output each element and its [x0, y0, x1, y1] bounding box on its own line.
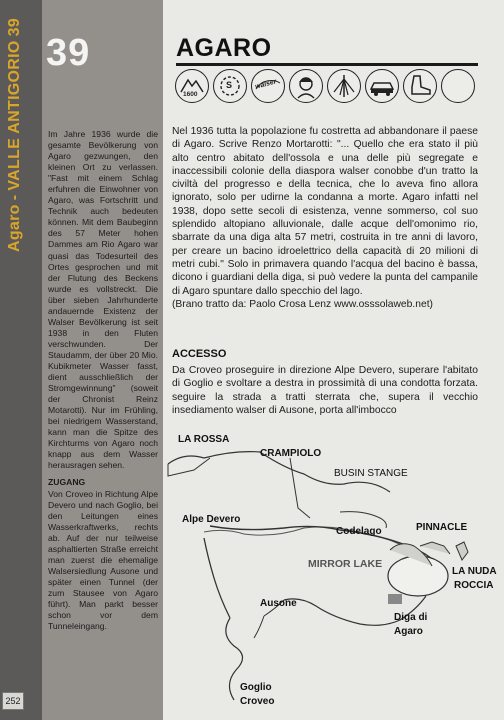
map-label-goglio: Goglio: [240, 682, 272, 693]
source-citation: (Brano tratto da: Paolo Crosa Lenz www.osssolaweb.net): [172, 298, 433, 310]
italian-text: [172, 125, 478, 311]
map-label-codelago: Codelago: [336, 526, 382, 537]
signpost-icon: [327, 69, 361, 103]
map-label-la-rossa: LA ROSSA: [178, 434, 230, 445]
map-label-pinnacle: PINNACLE: [416, 522, 468, 533]
page-title: AGARO: [176, 34, 272, 62]
hiking-boot-icon: [403, 69, 437, 103]
map-label-diga-di: Diga di: [394, 612, 428, 623]
vertical-title: [6, 2, 32, 252]
difficulty-label: S: [226, 80, 233, 90]
intro-paragraph: Nel 1936 tutta la popolazione fu costretta ad abbandonare il paese di Agaro. Scrive Renzo Mortarotti: "... Quello che era stato il più alto centro abitato dell'ossola e una delle più segregate e inaccessibili colonie della diaspora walser conobbe d'un tratto la civiltà del progresso e della tecnica, che lo aveva fino allora ignorato, solo per udirne la condanna a morte. Agaro infatti nel 1938, dopo sette secoli di esistenza, venne sommerso, col suo splendido altopiano alluvionale, dalle acque dell'omonimo rio, sbarrate da una diga alta 57 metri, costruita in tre anni di lavoro, per creare un bacino idroelettrico della capacità di 20 milioni di metri cubi." Solo in primavera quando l'acqua del bacino è bassa, dicono i guardiani della diga, si può vedere la punta del campanile di Agaro spuntare dallo specchio del lago.: [172, 126, 478, 297]
map-label-busin-stange: BUSIN STANGE: [334, 468, 408, 479]
title-rule: [176, 63, 478, 66]
map-label-roccia: ROCCIA: [454, 580, 494, 591]
page-number: 252: [2, 692, 24, 710]
german-text-column: [48, 129, 158, 638]
difficulty-s-icon: [213, 69, 247, 103]
icon-row: [175, 69, 480, 105]
vertical-title-section: VALLE ANTIGORIO: [6, 40, 23, 191]
accesso-heading: ACCESSO: [172, 348, 227, 360]
car-icon: [365, 69, 399, 103]
sidebar: [0, 0, 163, 720]
map-label-alpe-devero: Alpe Devero: [182, 514, 241, 525]
vertical-title-separator: -: [6, 194, 23, 201]
altitude-icon: [175, 69, 209, 103]
vertical-title-name: Agaro: [6, 204, 23, 252]
route-map: [164, 428, 504, 720]
accesso-text: Da Croveo proseguire in direzione Alpe Devero, superare l'abitato di Goglio e svoltare a destra in prossimità di una condotta forzata. seguire la strada a tratti sterrata che, supera il vecchio insediamento walser di Ausone, porta all'imbocco: [172, 365, 478, 417]
map-label-mirror-lake: MIRROR LAKE: [308, 558, 383, 570]
map-label-agaro: Agaro: [394, 626, 423, 637]
map-label-ausone: Ausone: [260, 598, 297, 609]
walser-badge-icon: [251, 69, 285, 103]
vertical-title-number: 39: [6, 17, 23, 37]
german-intro: Im Jahre 1936 wurde die gesamte Bevölkerung von Agaro gezwungen, den kleinen Ort zu verlassen. "Fast mit einem Schlag erfuhren die Einwohner von Agaro, was Fortschritt und Technik auch bedeuten können. Mit dem Baubeginn des 57 Meter hohen Dammes am Rio Agaro war quasi das Todesurteil des Ortes gesprochen und mit der Flutung des Beckens wurde es vollstreckt. Die über sieben Jahrhunderte andauernde Existenz der Walser Bevölkerung ist seit 1938 in den Fluten verschwunden. Der Staudamm, der über 20 Mio. Kubikmeter Wasser fasst, dient ausschließlich der Stromgewinnung" (soweit der Chronist Reinz Motarotti). Nur im Frühling, bei niedrigem Wasserstand, kann man die Spitze des Kirchturms von Agaro noch knapp aus dem Wasser herausragen sehen.: [48, 129, 158, 471]
map-label-la-nuda: LA NUDA: [452, 566, 497, 577]
map-label-crampiolo: CRAMPIOLO: [260, 448, 322, 459]
map-label-croveo: Croveo: [240, 696, 275, 707]
altitude-label: 1600: [183, 91, 198, 98]
chapter-number: 39: [46, 32, 91, 74]
empty-icon: [441, 69, 475, 103]
walser-label: walser: [254, 78, 278, 91]
zugang-text: Von Croveo in Richtung Alpe Devero und nach Goglio, bei den Leitungen eines Wasserkraftwerks, rechts ab. Auf der nur teilweise asphaltierten Straße erreicht man zuerst die ehemalige Walsersiedlung Ausone und später einen Tunnel (der zum Stausee von Agaro führt). Man parkt besser schon vor dem Tunneleingang.: [48, 488, 158, 632]
person-icon: [289, 69, 323, 103]
zugang-heading: ZUGANG: [48, 477, 86, 488]
